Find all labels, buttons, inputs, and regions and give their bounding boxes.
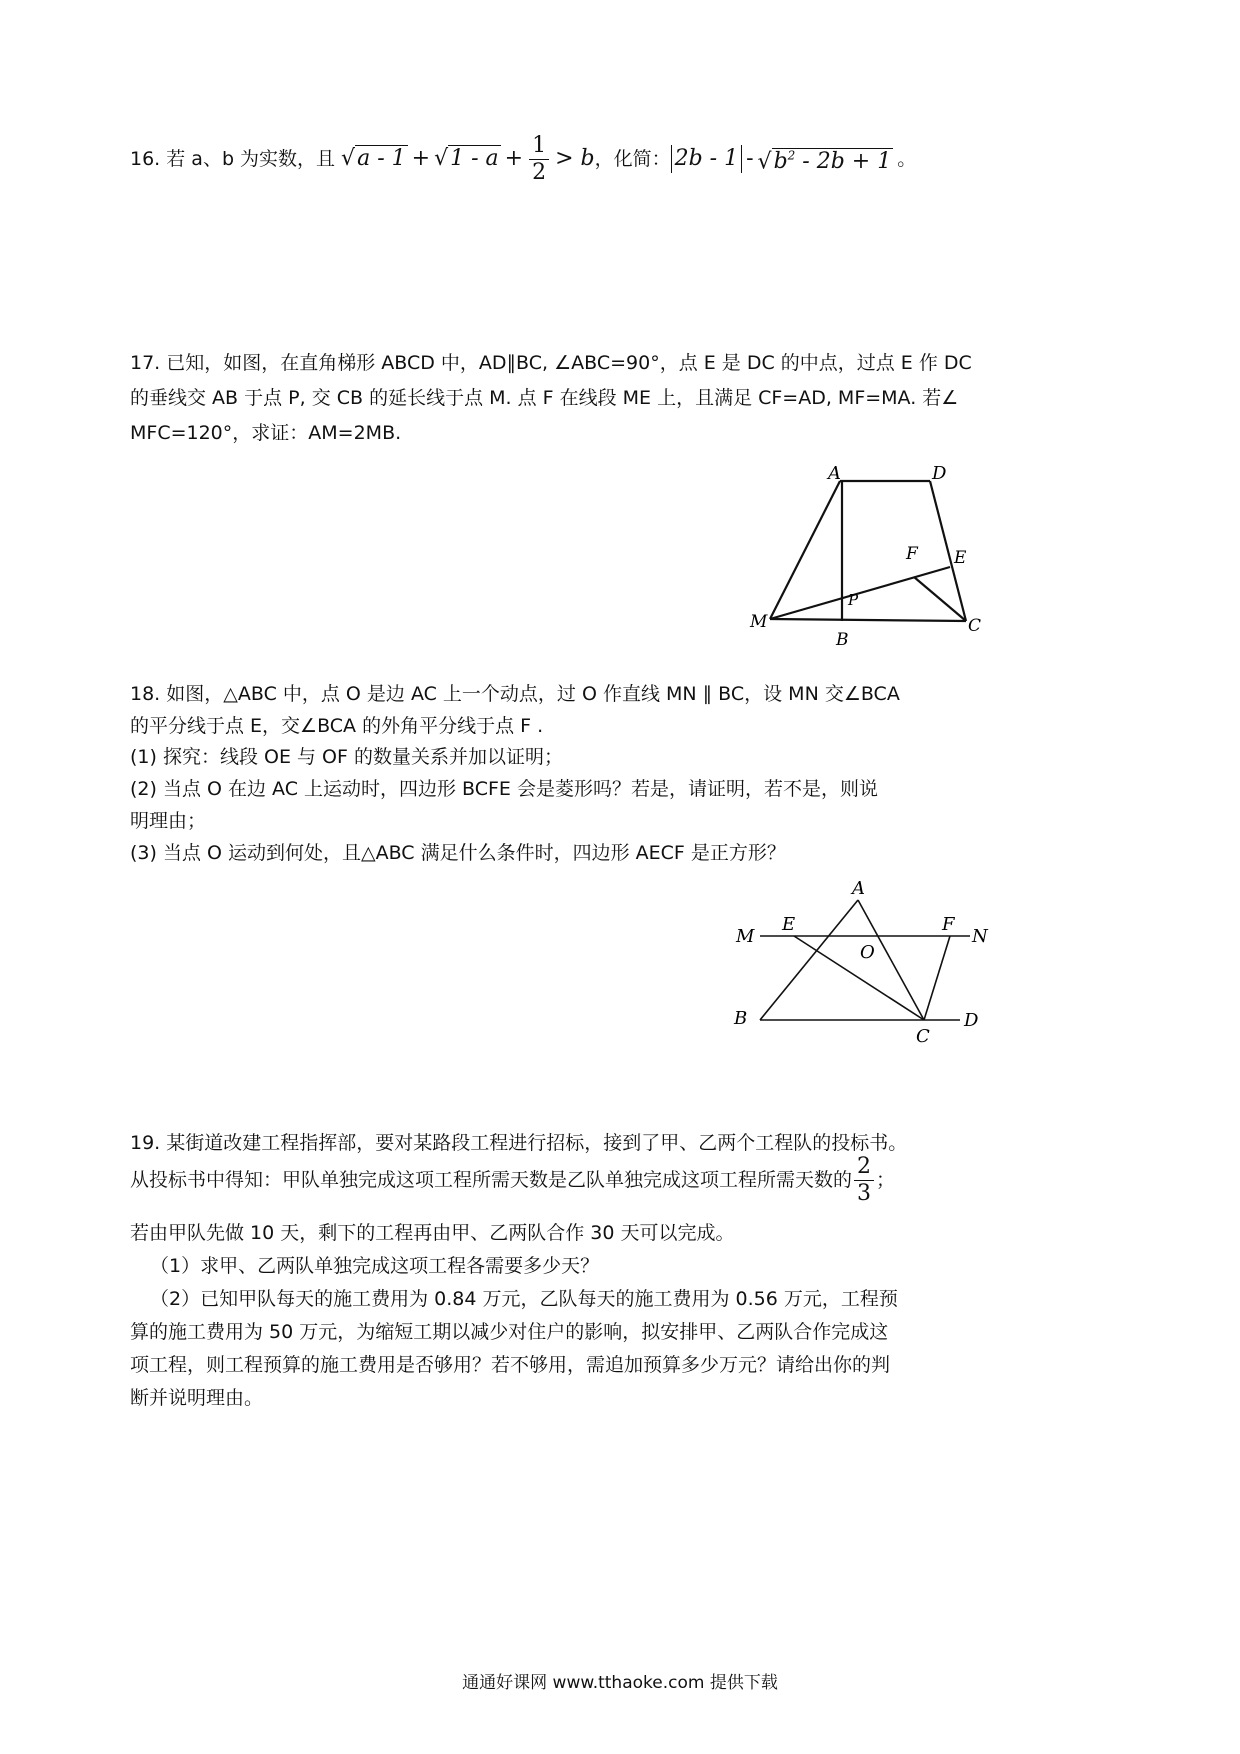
segment-EC [794, 936, 924, 1020]
label-C: C [968, 616, 982, 636]
q16-prefix: 16. 若 a、b 为实数，且 [130, 148, 336, 170]
q17-line-3: MFC=120°，求证：AM=2MB. [130, 422, 402, 444]
q19-line-8: 断并说明理由。 [130, 1387, 264, 1409]
label-B: B [734, 1008, 748, 1029]
q18-line-6: (3) 当点 O 运动到何处，且△ABC 满足什么条件时，四边形 AECF 是正方形？ [130, 842, 786, 864]
segment-MC [770, 619, 966, 621]
q17-figure [740, 455, 1000, 655]
label-O: O [860, 942, 875, 963]
question-16: 16. 若 a、b 为实数，且 √a - 1 + √1 - a + $\frac{1}{2}$ > b ，化简： 2b - 1 - $√b^2 - 2b + 1$ 。 [130, 132, 917, 185]
segment-ME [770, 567, 950, 619]
label-F: F [942, 914, 955, 935]
q16-sqrt-1: √a - 1 [341, 146, 406, 171]
q18-line-3: (1) 探究：线段 OE 与 OF 的数量关系并加以证明； [130, 746, 563, 768]
q16-sqrt-2: √1 - a [434, 146, 499, 171]
q18-line-2: 的平分线于点 E，交∠BCA 的外角平分线于点 F . [130, 715, 544, 737]
q17-line-1: 17. 已知，如图，在直角梯形 ABCD 中，AD∥BC, ∠ABC=90°，点 E 是 DC 的中点，过点 E 作 DC [130, 352, 972, 374]
q18-figure [720, 872, 990, 1052]
label-C: C [916, 1026, 930, 1047]
q19-line-7: 项工程，则工程预算的施工费用是否够用？若不够用，需追加预算多少万元？请给出你的判 [130, 1354, 891, 1376]
label-D: D [932, 463, 947, 484]
label-A: A [828, 463, 841, 484]
label-F: F [906, 544, 918, 564]
segment-FC [914, 577, 966, 621]
label-B: B [836, 630, 849, 650]
label-N: N [972, 926, 988, 947]
q19-line-4: （1）求甲、乙两队单独完成这项工程各需要多少天？ [150, 1255, 600, 1277]
q19-line-3: 若由甲队先做 10 天，剩下的工程再由甲、乙两队合作 30 天可以完成。 [130, 1222, 735, 1244]
segment-FC [924, 936, 950, 1020]
q16-middle: ，化简： [594, 148, 671, 170]
q19-line-2: 从投标书中得知：甲队单独完成这项工程所需天数是乙队单独完成这项工程所需天数的 $\frac{2}{3}$ ； [130, 1153, 896, 1206]
q17-line-2: 的垂线交 AB 于点 P, 交 CB 的延长线于点 M. 点 F 在线段 ME 上，且满足 CF=AD, MF=MA. 若∠ [130, 387, 959, 409]
q19-line-1: 19. 某街道改建工程指挥部，要对某路段工程进行招标，接到了甲、乙两个工程队的投标书。 [130, 1132, 908, 1154]
label-M: M [736, 926, 755, 947]
label-P: P [848, 591, 859, 609]
q19-line-5: （2）已知甲队每天的施工费用为 0.84 万元，乙队每天的施工费用为 0.56 万元，工程预 [150, 1288, 898, 1310]
q19-line-6: 算的施工费用为 50 万元，为缩短工期以减少对住户的影响，拟安排甲、乙两队合作完成这 [130, 1321, 889, 1343]
q16-sqrt-3: $√b^2 - 2b + 1$ [757, 148, 892, 175]
q16-abs: 2b - 1 [671, 145, 743, 173]
segment-AB [760, 900, 858, 1020]
q18-line-1: 18. 如图，△ABC 中，点 O 是边 AC 上一个动点，过 O 作直线 MN ∥ BC，设 MN 交∠BCA [130, 683, 900, 705]
q16-fraction: $\frac{1}{2}$ [529, 133, 549, 186]
q18-line-4: (2) 当点 O 在边 AC 上运动时，四边形 BCFE 会是菱形吗？若是，请证明，若不是，则说 [130, 778, 878, 800]
q18-line-5: 明理由； [130, 810, 207, 832]
label-D: D [964, 1010, 979, 1031]
q19-fraction: $\frac{2}{3}$ [854, 1154, 874, 1207]
label-M: M [750, 612, 768, 632]
footer-text: 通通好课网 www.tthaoke.com 提供下载 [462, 1673, 778, 1693]
label-E: E [954, 548, 967, 568]
segment-AM [770, 481, 840, 619]
label-E: E [782, 914, 796, 935]
label-A: A [852, 878, 865, 899]
